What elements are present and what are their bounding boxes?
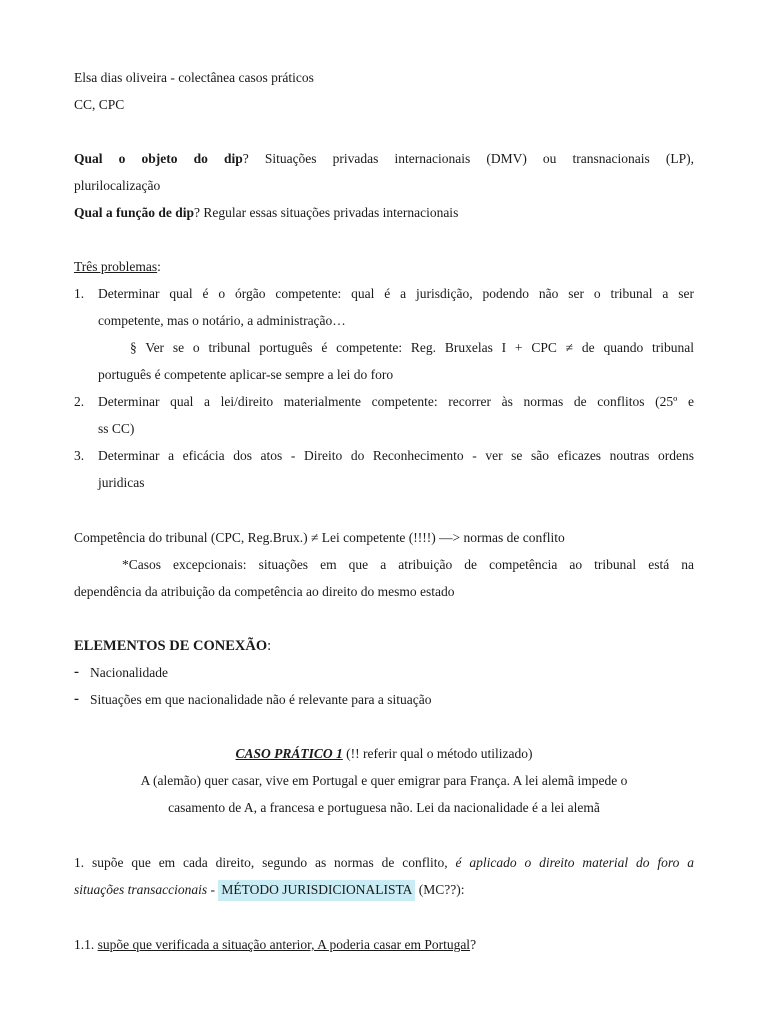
problems-heading <box>74 257 694 277</box>
elementos-heading-text: ELEMENTOS DE CONEXÃO <box>74 638 268 654</box>
bullet-1-marker: - <box>74 664 79 680</box>
caso-title-line <box>74 744 694 764</box>
question-object-bold: Qual o objeto do dip <box>74 151 243 166</box>
elementos-heading <box>74 636 694 656</box>
problem-1-number: 1. <box>74 286 85 301</box>
question-1-after: (MC??): <box>415 882 465 897</box>
elementos-item-1: Nacionalidade <box>90 665 168 680</box>
bullet-2-marker: - <box>74 691 79 707</box>
caso-title-note: (!! referir qual o método utilizado) <box>342 746 533 761</box>
question-1-1-number: 1.1. <box>74 937 98 952</box>
method-highlight: MÉTODO JURISDICIONALISTA <box>218 880 415 901</box>
question-1-italic-a: é aplicado o direito material do foro a <box>455 855 694 870</box>
competencia-line-1: Competência do tribunal (CPC, Reg.Brux.) ≠ Lei competente (!!!!) —> normas de conflito <box>74 530 565 545</box>
problem-3-number: 3. <box>74 448 85 463</box>
question-1-1 <box>74 935 694 955</box>
caso-line-1: A (alemão) quer casar, vive em Portugal e quer emigrar para França. A lei alemã impede o <box>140 773 628 788</box>
question-1-line-b <box>74 880 694 900</box>
question-object-cont: plurilocalização <box>74 178 161 193</box>
caso-title: CASO PRÁTICO 1 <box>235 746 343 761</box>
question-function-text: ? Regular essas situações privadas internacionais <box>194 205 459 220</box>
problem-1-sub-b: português é competente aplicar-se sempre a lei do foro <box>98 367 394 382</box>
problems-heading-text: Três problemas <box>74 259 158 274</box>
competencia-line-2: *Casos excepcionais: situações em que a atribuição de competência ao tribunal está na <box>122 557 694 572</box>
question-function-bold: Qual a função de dip <box>74 205 195 220</box>
question-1-line-a <box>74 853 694 873</box>
question-1-1-underlined: supõe que verificada a situação anterior, A poderia casar em Portugal <box>97 937 471 952</box>
question-1-1-after: ? <box>470 937 477 952</box>
problem-1-line-a: Determinar qual é o órgão competente: qual é a jurisdição, podendo não ser o tribunal a ser <box>98 286 694 301</box>
question-object-text: ? Situações privadas internacionais (DMV) ou transnacionais (LP), <box>242 151 694 166</box>
problem-2-line-b: ss CC) <box>98 421 135 436</box>
problem-3-line-b: juridicas <box>98 475 145 490</box>
question-function <box>74 203 694 223</box>
problems-heading-colon: : <box>157 259 161 274</box>
header-line-1: Elsa dias oliveira - colectânea casos práticos <box>74 70 314 85</box>
elementos-heading-colon: : <box>267 638 272 654</box>
question-1-italic-b: situações transaccionais <box>74 882 208 897</box>
problem-1-line-b: competente, mas o notário, a administração… <box>98 313 346 328</box>
question-object <box>74 149 694 169</box>
competencia-line-3: dependência da atribuição da competência ao direito do mesmo estado <box>74 584 455 599</box>
problem-2-number: 2. <box>74 394 85 409</box>
problem-3-line-a: Determinar a eficácia dos atos - Direito do Reconhecimento - ver se são eficazes noutras ordens <box>98 448 694 463</box>
caso-line-2: casamento de A, a francesa e portuguesa não. Lei da nacionalidade é a lei alemã <box>168 800 600 815</box>
question-1-dash: - <box>207 882 219 897</box>
problem-2-line-a: Determinar qual a lei/direito materialmente competente: recorrer às normas de conflitos (25º e <box>98 394 694 409</box>
question-1-plain: 1. supõe que em cada direito, segundo as normas de conflito, <box>74 855 456 870</box>
problem-1-sub-a: § Ver se o tribunal português é competente: Reg. Bruxelas I + CPC ≠ de quando tribunal <box>130 340 694 355</box>
header-line-2: CC, CPC <box>74 97 125 112</box>
elementos-item-2: Situações em que nacionalidade não é relevante para a situação <box>90 692 432 707</box>
